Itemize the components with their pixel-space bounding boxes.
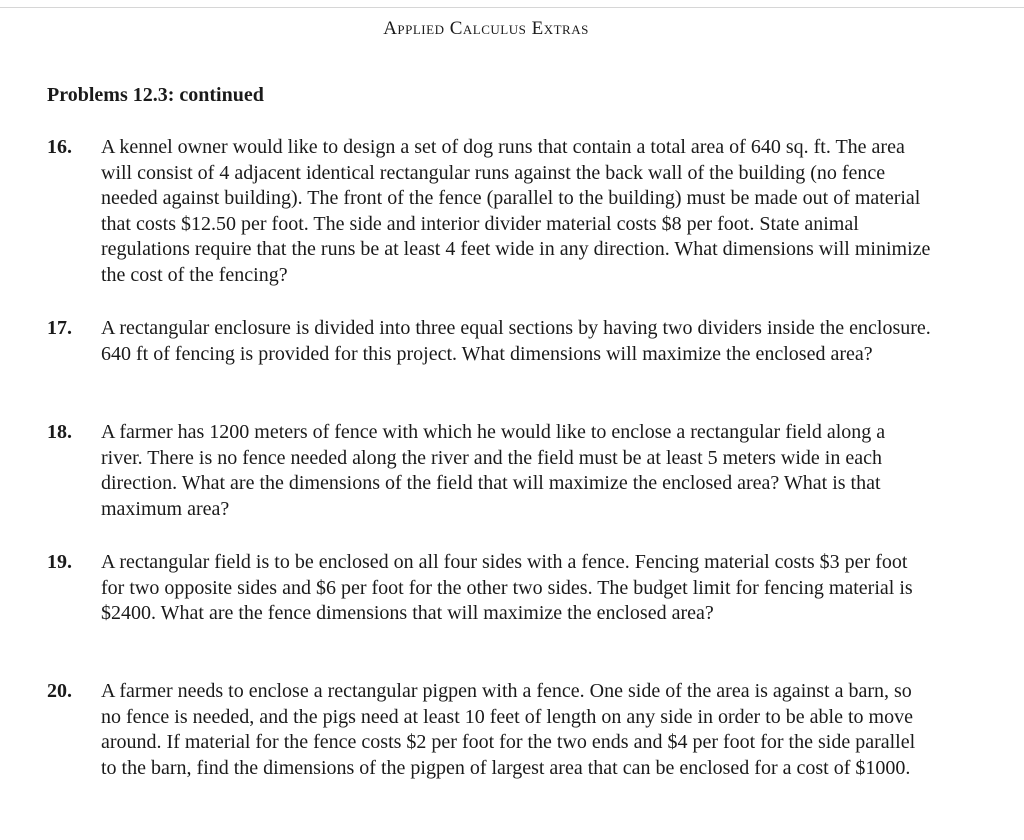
problem-20 [47, 679, 947, 781]
problem-16 [47, 135, 947, 288]
problem-17 [47, 316, 947, 367]
problem-text: A rectangular enclosure is divided into three equal sections by having two dividers inside the enclosure. 640 ft of fencing is provided for this project. What dimensions will maximize the enclosed area? [101, 317, 931, 365]
problem-number: 20. [47, 680, 72, 702]
problem-number: 19. [47, 551, 72, 573]
problem-18 [47, 420, 947, 522]
section-title: Problems 12.3: continued [47, 84, 264, 106]
problem-text: A rectangular field is to be enclosed on all four sides with a fence. Fencing material costs $3 per foot for two opposite sides and $6 per foot for the other two sides. The budget limit for fencing material is $2400. What are the fence dimensions that will maximize the enclosed area? [101, 551, 913, 624]
top-divider [0, 7, 1024, 8]
problem-text: A kennel owner would like to design a set of dog runs that contain a total area of 640 sq. ft. The area will consist of 4 adjacent identical rectangular runs against the back wall of the building (no fence needed against building). The front of the fence (parallel to the building) must be made out of material that costs $12.50 per foot. The side and interior divider material costs $8 per foot. State animal regulations require that the runs be at least 4 feet wide in any direction. What dimensions will minimize the cost of the fencing? [101, 136, 931, 286]
problem-19 [47, 550, 947, 627]
problem-number: 18. [47, 421, 72, 443]
problem-text: A farmer needs to enclose a rectangular pigpen with a fence. One side of the area is against a barn, so no fence is needed, and the pigs need at least 10 feet of length on any side in order to be able to move around. If material for the fence costs $2 per foot for the two ends and $4 per foot for the side parallel to the barn, find the dimensions of the pigpen of largest area that can be enclosed for a cost of $1000. [101, 680, 916, 779]
problem-number: 16. [47, 136, 72, 158]
problem-number: 17. [47, 317, 72, 339]
problem-text: A farmer has 1200 meters of fence with which he would like to enclose a rectangular field along a river. There is no fence needed along the river and the field must be at least 5 meters wide in each direction. What are the dimensions of the field that will maximize the enclosed area? What is that maximum area? [101, 421, 886, 520]
page-header: Applied Calculus Extras [383, 18, 589, 39]
